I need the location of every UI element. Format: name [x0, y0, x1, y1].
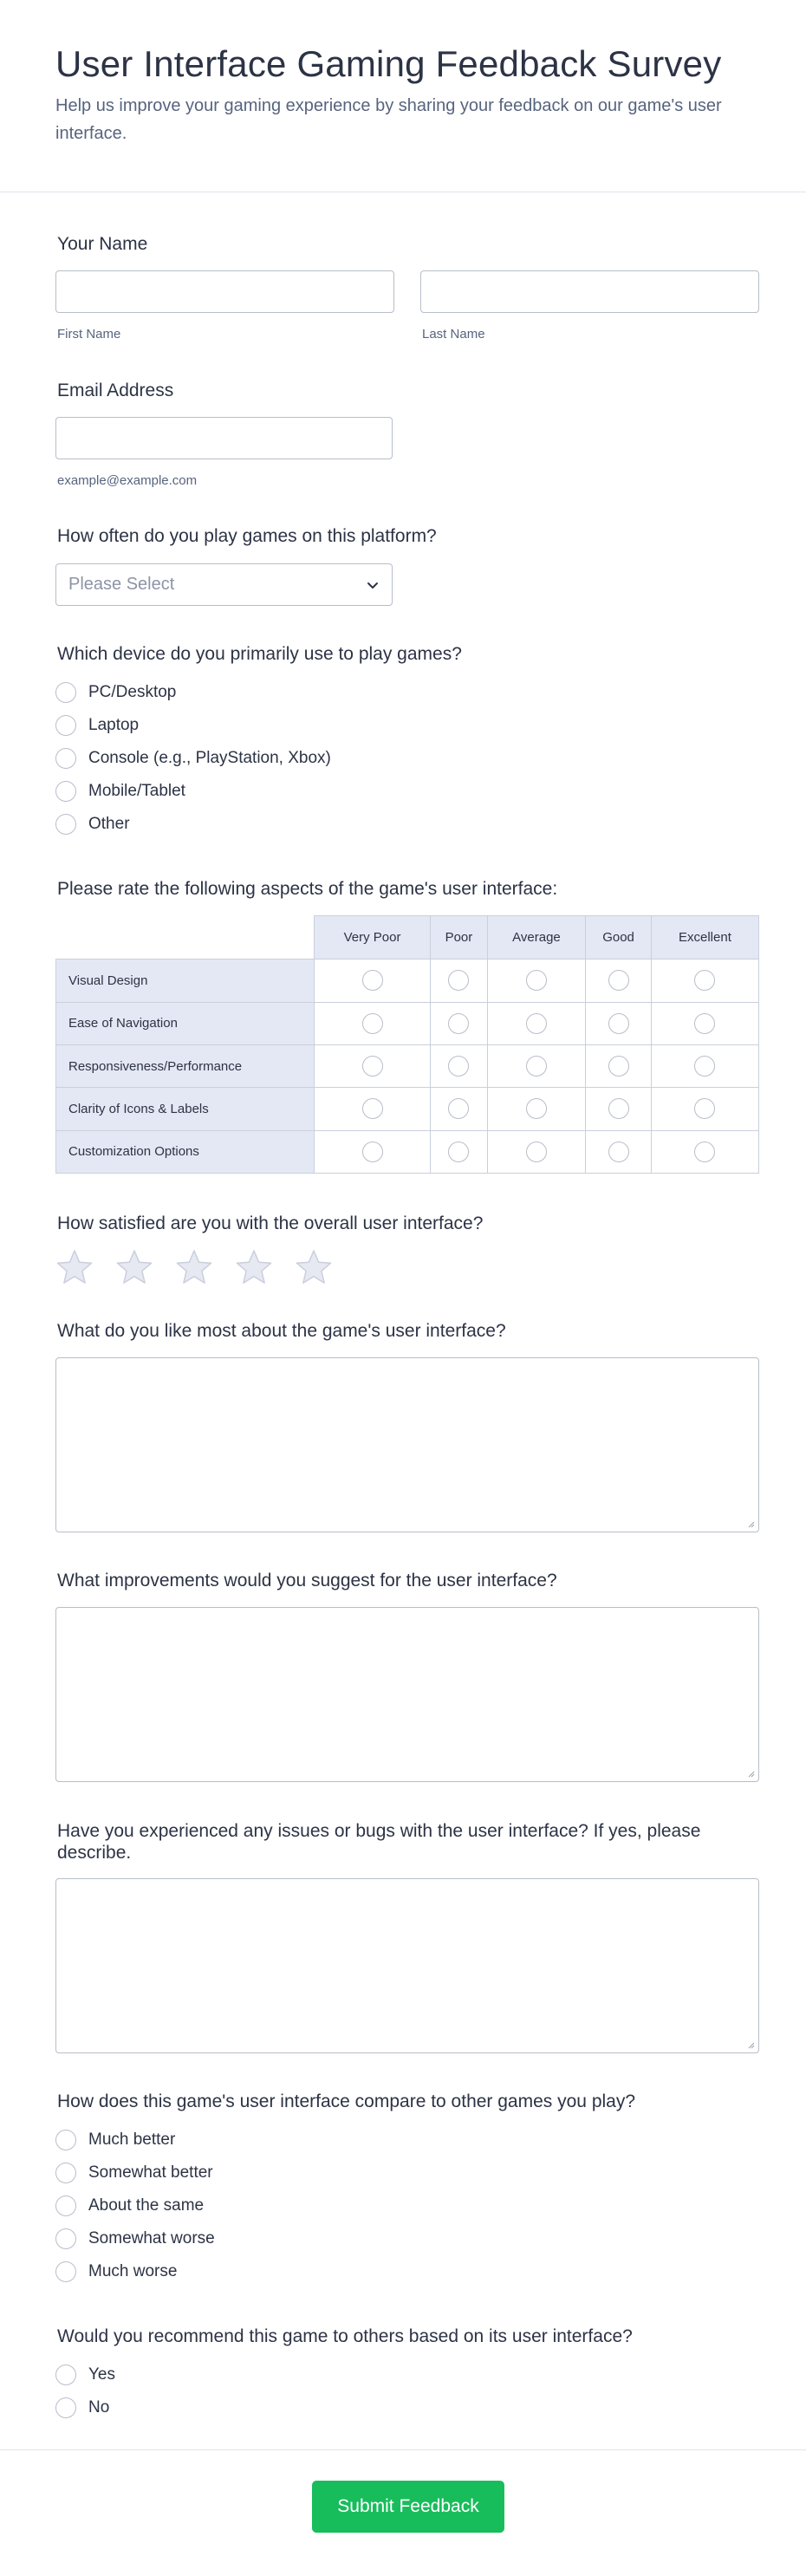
matrix-row [56, 1044, 759, 1087]
matrix-radio[interactable] [362, 1013, 383, 1034]
comparison-option[interactable]: Much better [55, 2128, 175, 2152]
resize-grip-icon[interactable] [746, 2040, 755, 2049]
matrix-radio[interactable] [694, 1098, 715, 1119]
likes-textarea[interactable] [55, 1357, 759, 1532]
matrix-radio[interactable] [448, 970, 469, 991]
device-option[interactable]: PC/Desktop [55, 680, 176, 705]
chevron-down-icon [364, 576, 381, 594]
matrix-radio[interactable] [608, 970, 629, 991]
matrix-radio[interactable] [608, 1142, 629, 1162]
star-icon[interactable] [235, 1248, 273, 1286]
rating-matrix-label: Please rate the following aspects of the game's user interface: [57, 879, 558, 899]
recommend-label: Would you recommend this game to others based on its user interface? [57, 2326, 633, 2346]
comparison-option[interactable]: About the same [55, 2194, 204, 2218]
last-name-sublabel: Last Name [422, 327, 485, 342]
satisfaction-label: How satisfied are you with the overall user interface? [57, 1213, 484, 1233]
matrix-row [56, 1088, 759, 1130]
matrix-row-label: Clarity of Icons & Labels [56, 1088, 315, 1130]
device-option[interactable]: Mobile/Tablet [55, 779, 185, 803]
resize-grip-icon[interactable] [746, 1519, 755, 1528]
form-description: Help us improve your gaming experience by sharing your feedback on our game's user interface. [55, 96, 722, 143]
matrix-row-label: Visual Design [56, 959, 315, 1002]
matrix-radio[interactable] [694, 1013, 715, 1034]
matrix-radio[interactable] [448, 1056, 469, 1077]
radio-button[interactable] [55, 2130, 76, 2150]
form-title: User Interface Gaming Feedback Survey [55, 43, 722, 84]
matrix-radio[interactable] [448, 1013, 469, 1034]
name-label: Your Name [57, 234, 148, 254]
matrix-radio[interactable] [362, 970, 383, 991]
rating-matrix [55, 915, 759, 1174]
radio-button[interactable] [55, 2261, 76, 2282]
frequency-select[interactable] [55, 563, 393, 606]
matrix-column-header: Very Poor [315, 916, 431, 959]
likes-label: What do you like most about the game's user interface? [57, 1321, 506, 1341]
matrix-row [56, 1130, 759, 1173]
recommend-option[interactable]: Yes [55, 2363, 115, 2387]
matrix-row-label: Ease of Navigation [56, 1002, 315, 1044]
matrix-radio[interactable] [526, 1098, 547, 1119]
matrix-radio[interactable] [526, 1142, 547, 1162]
first-name-sublabel: First Name [57, 327, 121, 342]
matrix-corner [56, 916, 315, 959]
matrix-row [56, 1002, 759, 1044]
comparison-label: How does this game's user interface compare to other games you play? [57, 2091, 636, 2111]
device-option[interactable]: Console (e.g., PlayStation, Xbox) [55, 746, 331, 771]
email-input[interactable] [55, 417, 393, 459]
radio-button[interactable] [55, 2195, 76, 2216]
star-icon[interactable] [55, 1248, 94, 1286]
email-sublabel: example@example.com [57, 473, 198, 488]
matrix-column-header: Good [586, 916, 652, 959]
device-option[interactable]: Other [55, 812, 130, 836]
issues-textarea[interactable] [55, 1878, 759, 2053]
star-icon[interactable] [175, 1248, 213, 1286]
radio-button[interactable] [55, 748, 76, 769]
radio-button[interactable] [55, 682, 76, 703]
improvements-label: What improvements would you suggest for the user interface? [57, 1571, 557, 1590]
matrix-radio[interactable] [362, 1098, 383, 1119]
first-name-input[interactable] [55, 270, 394, 313]
matrix-radio[interactable] [448, 1142, 469, 1162]
improvements-textarea[interactable] [55, 1607, 759, 1782]
issues-label: Have you experienced any issues or bugs with the user interface? If yes, please describe. [57, 1821, 701, 1863]
matrix-radio[interactable] [526, 1013, 547, 1034]
matrix-row-label: Customization Options [56, 1130, 315, 1173]
matrix-row [56, 959, 759, 1002]
radio-button[interactable] [55, 715, 76, 736]
matrix-radio[interactable] [608, 1013, 629, 1034]
matrix-column-header: Excellent [651, 916, 758, 959]
device-label: Which device do you primarily use to play games? [57, 644, 462, 664]
matrix-column-header: Poor [431, 916, 488, 959]
matrix-radio[interactable] [362, 1142, 383, 1162]
radio-button[interactable] [55, 2228, 76, 2249]
last-name-input[interactable] [420, 270, 759, 313]
recommend-option[interactable]: No [55, 2396, 109, 2420]
resize-grip-icon[interactable] [746, 1769, 755, 1778]
matrix-radio[interactable] [694, 1056, 715, 1077]
star-icon[interactable] [115, 1248, 153, 1286]
form-header [0, 0, 806, 192]
matrix-radio[interactable] [608, 1098, 629, 1119]
matrix-radio[interactable] [526, 970, 547, 991]
star-icon[interactable] [295, 1248, 333, 1286]
comparison-option[interactable]: Somewhat worse [55, 2227, 215, 2251]
matrix-radio[interactable] [608, 1056, 629, 1077]
radio-button[interactable] [55, 781, 76, 802]
radio-button[interactable] [55, 814, 76, 835]
matrix-radio[interactable] [448, 1098, 469, 1119]
matrix-row-label: Responsiveness/Performance [56, 1044, 315, 1087]
frequency-label: How often do you play games on this platform? [57, 526, 437, 546]
device-option[interactable]: Laptop [55, 713, 139, 738]
radio-button[interactable] [55, 2163, 76, 2183]
radio-button[interactable] [55, 2365, 76, 2385]
frequency-placeholder: Please Select [68, 575, 175, 594]
matrix-column-header: Average [487, 916, 586, 959]
matrix-radio[interactable] [694, 1142, 715, 1162]
matrix-radio[interactable] [526, 1056, 547, 1077]
comparison-option[interactable]: Much worse [55, 2260, 177, 2284]
star-rating [55, 1248, 354, 1286]
submit-button[interactable]: Submit Feedback [312, 2481, 504, 2533]
comparison-option[interactable]: Somewhat better [55, 2161, 213, 2185]
matrix-radio[interactable] [694, 970, 715, 991]
email-label: Email Address [57, 381, 174, 400]
radio-button[interactable] [55, 2397, 76, 2418]
matrix-radio[interactable] [362, 1056, 383, 1077]
